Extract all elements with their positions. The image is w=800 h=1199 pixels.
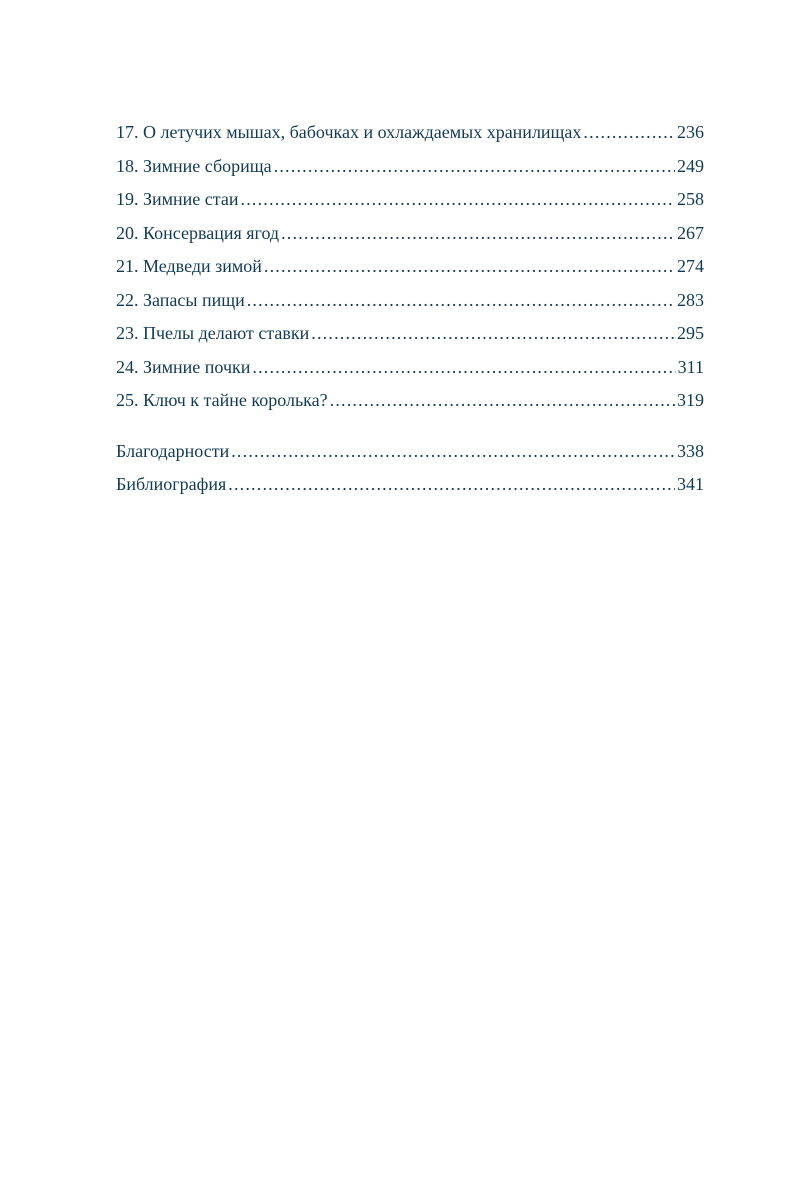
toc-entry-chapter-21: [116, 250, 704, 284]
table-of-contents: [116, 116, 704, 502]
toc-entry-page: 319: [677, 390, 704, 410]
dot-leader: [311, 317, 675, 351]
dot-leader: [281, 217, 675, 251]
dot-leader: [252, 351, 675, 385]
toc-entry-page: 283: [677, 289, 704, 310]
toc-entry-title: 22. Запасы пищи: [116, 289, 245, 310]
back-matter-list: [116, 435, 704, 502]
toc-entry-chapter-17: [116, 116, 704, 150]
toc-entry-title: 24. Зимние почки: [116, 356, 251, 377]
toc-entry-page: 311: [677, 356, 704, 377]
toc-entry-chapter-20: [116, 217, 704, 251]
dot-leader: [231, 435, 675, 469]
toc-entry-title: 18. Зимние сборища: [116, 155, 272, 176]
toc-entry-title: 25. Ключ к тайне королька?: [116, 390, 328, 410]
toc-entry-title: 17. О летучих мышах, бабочках и охлаждаемых хранилищах: [116, 122, 582, 142]
toc-entry-title: 23. Пчелы делают ставки: [116, 323, 310, 343]
toc-entry-page: 295: [677, 323, 704, 343]
toc-entry-title: Благодарности: [116, 440, 230, 461]
toc-entry-title: 20. Консервация ягод: [116, 222, 280, 243]
dot-leader: [241, 183, 676, 217]
dot-leader: [330, 384, 675, 418]
dot-leader: [264, 250, 675, 284]
toc-entry-chapter-19: [116, 183, 704, 217]
toc-entry-page: 258: [677, 189, 704, 209]
toc-entry-title: 19. Зимние стаи: [116, 189, 239, 209]
toc-entry-page: 249: [677, 155, 704, 176]
toc-entry-chapter-22: [116, 284, 704, 318]
toc-entry-chapter-18: [116, 150, 704, 184]
toc-entry-title: 21. Медведи зимой: [116, 256, 262, 276]
toc-entry-page: 236: [677, 122, 704, 142]
dot-leader: [583, 116, 675, 150]
toc-entry-bibliography: [116, 468, 704, 502]
toc-entry-chapter-23: [116, 317, 704, 351]
toc-entry-page: 341: [677, 474, 704, 494]
toc-entry-page: 338: [677, 440, 704, 461]
toc-entry-title: Библиография: [116, 474, 227, 494]
toc-entry-acknowledgements: [116, 435, 704, 469]
dot-leader: [274, 150, 675, 184]
toc-entry-page: 274: [677, 256, 704, 276]
chapter-list: [116, 116, 704, 418]
dot-leader: [247, 284, 675, 318]
toc-entry-chapter-25: [116, 384, 704, 418]
toc-entry-chapter-24: [116, 351, 704, 385]
toc-entry-page: 267: [677, 222, 704, 243]
dot-leader: [228, 468, 675, 502]
